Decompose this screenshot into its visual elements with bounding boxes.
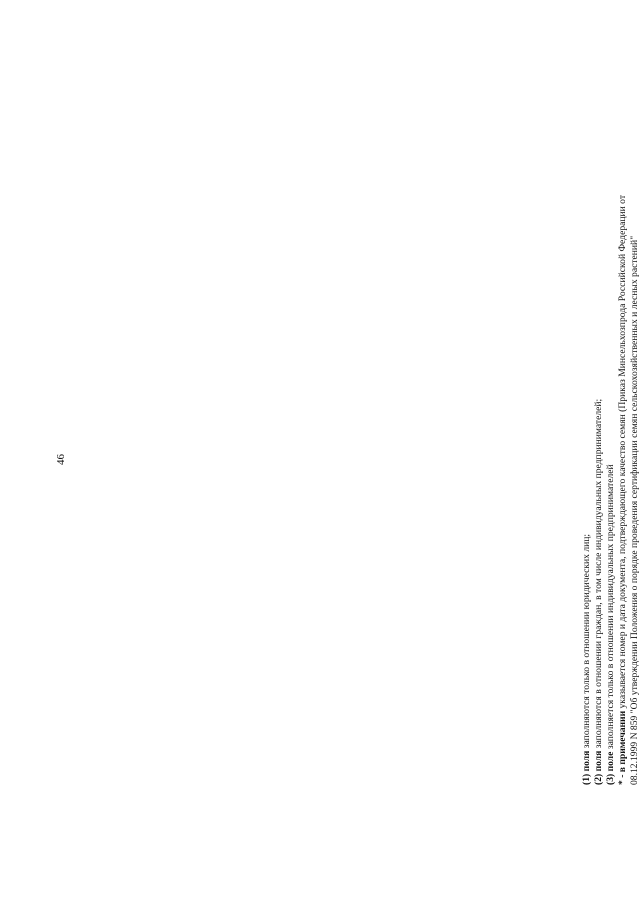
note-4: * - в примечании указывается номер и дата документа, подтверждающего качество семян (Приказ Минсельхозпрода Российской Федерации от — [617, 194, 628, 785]
note-3: (3) поле заполняется только в отношении индивидуальных предпринимателей — [605, 464, 616, 785]
note-1: (1) поля заполняются только в отношении юридических лиц; — [581, 533, 592, 785]
note-2: (2) поля заполняются в отношении граждан, в том числе индивидуальных предпринимателей; — [593, 398, 604, 785]
page-number: 46 — [55, 454, 67, 465]
note-5: 08.12.1999 N 859 "Об утверждении Положения о порядке проведения сертификации семян сельскохозяйственных и лесных растений" — [629, 235, 640, 785]
